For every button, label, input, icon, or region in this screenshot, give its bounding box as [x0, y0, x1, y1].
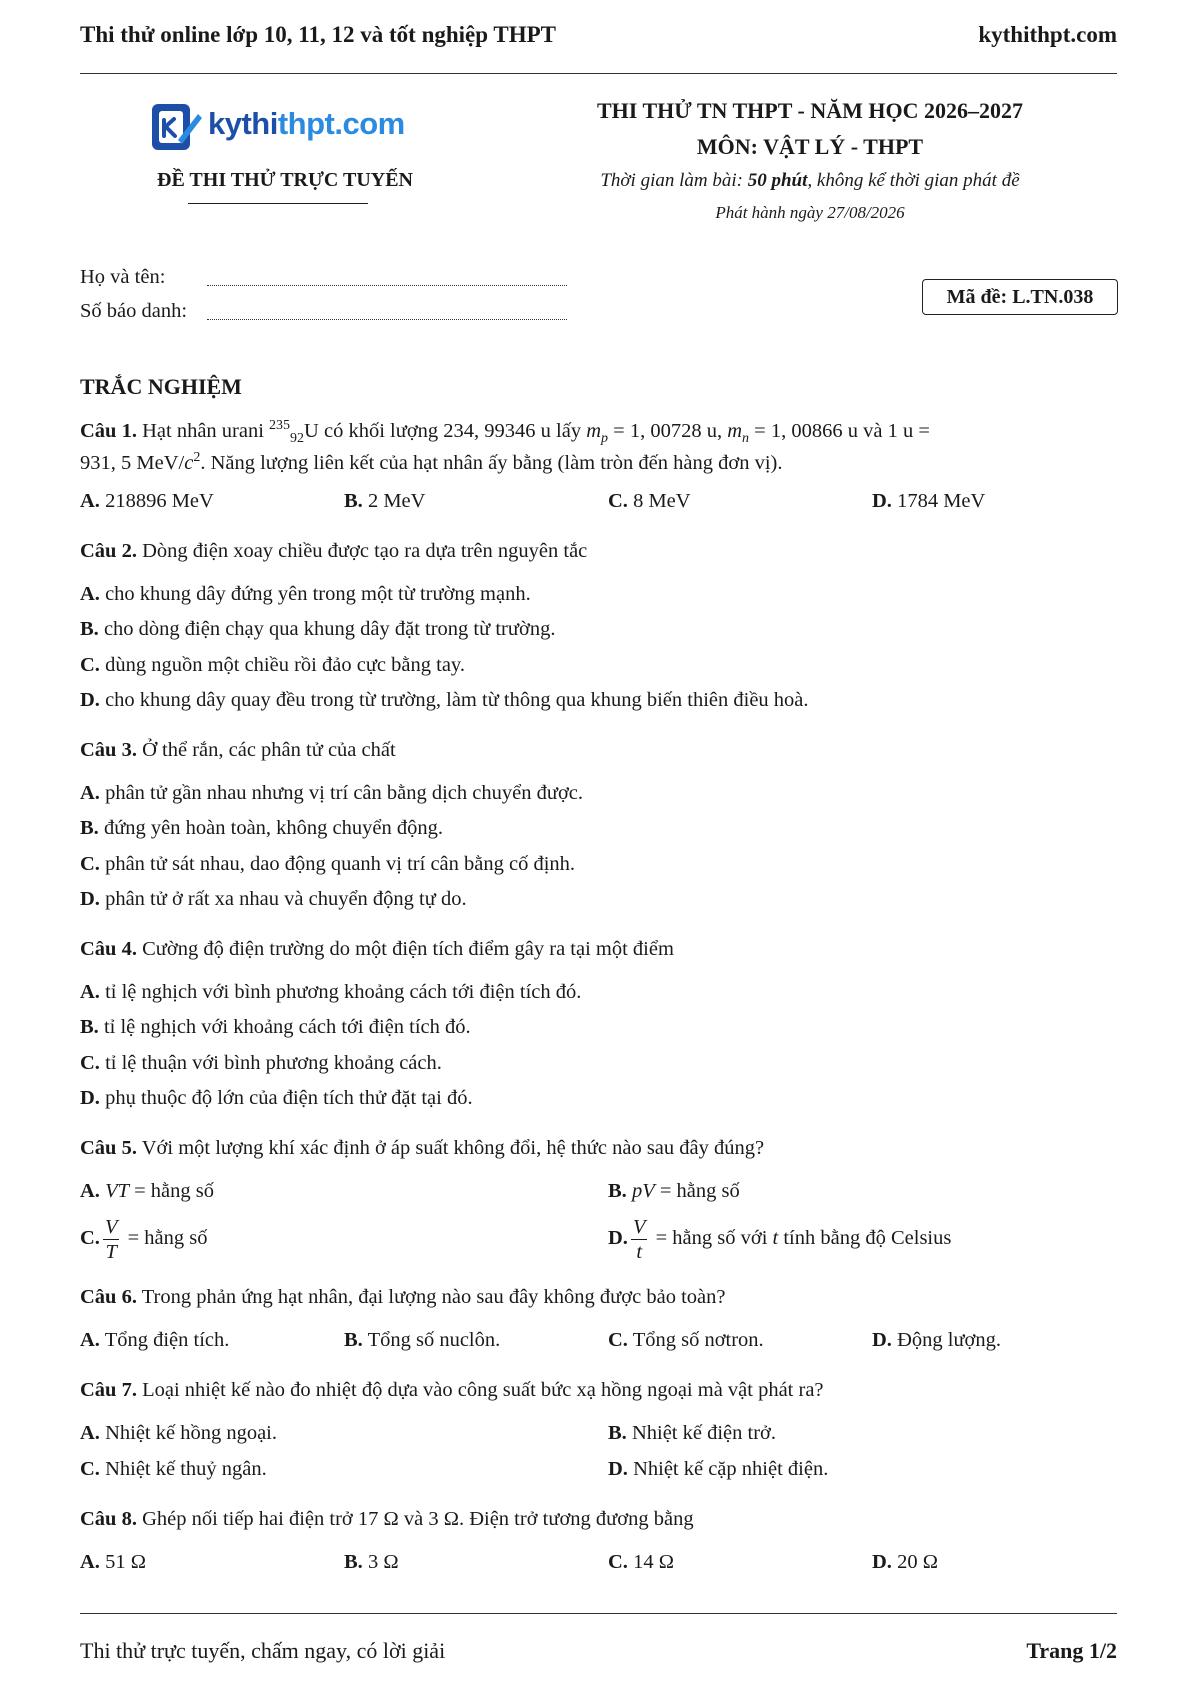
- question-text: Hạt nhân urani: [136, 419, 270, 442]
- option-text: Tổng số nơtron.: [627, 1329, 764, 1351]
- option-label: C.: [80, 1458, 100, 1480]
- option-text: = hằng số: [654, 1180, 740, 1202]
- header-rule: [80, 73, 1117, 74]
- question-label: Câu 7.: [80, 1379, 137, 1401]
- option-c[interactable]: [80, 652, 465, 678]
- question-1-line-2: [80, 445, 782, 476]
- option-label: D.: [80, 888, 100, 910]
- fraction: [631, 1215, 648, 1264]
- option-c[interactable]: [608, 488, 691, 514]
- mn-symbol: m: [727, 419, 743, 442]
- option-label: B.: [344, 1329, 363, 1351]
- id-label: Số báo danh:: [80, 300, 188, 322]
- option-label: B.: [80, 1016, 99, 1038]
- option-b[interactable]: [80, 815, 443, 841]
- option-label: C.: [80, 654, 100, 676]
- option-text: dùng nguồn một chiều rồi đảo cực bằng tay.: [99, 654, 465, 676]
- option-label: C.: [608, 1551, 628, 1573]
- option-label: C.: [80, 853, 100, 875]
- option-text: Nhiệt kế điện trở.: [626, 1422, 776, 1444]
- option-a[interactable]: [80, 1327, 229, 1353]
- question-2: [80, 538, 587, 564]
- option-formula: pV: [631, 1180, 655, 1202]
- question-text: Cường độ điện trường do một điện tích điểm gây ra tại một điểm: [136, 938, 674, 960]
- option-label: B.: [80, 817, 99, 839]
- option-b[interactable]: [608, 1420, 776, 1446]
- option-label: B.: [344, 1551, 363, 1573]
- question-text: Ghép nối tiếp hai điện trở 17 Ω và 3 Ω. Điện trở tương đương bằng: [136, 1508, 694, 1530]
- fraction-denominator: T: [105, 1241, 117, 1263]
- option-d[interactable]: [80, 886, 467, 912]
- exam-type-underline: [188, 203, 368, 204]
- option-c[interactable]: [608, 1549, 674, 1575]
- option-label: A.: [80, 490, 100, 512]
- option-label: B.: [80, 618, 99, 640]
- question-text: Ở thể rắn, các phân tử của chất: [136, 739, 396, 761]
- option-label: B.: [344, 490, 363, 512]
- question-6: [80, 1284, 725, 1310]
- question-8: [80, 1506, 694, 1532]
- option-formula: VT: [105, 1180, 129, 1202]
- mn-subscript: n: [742, 430, 750, 446]
- question-text: 931, 5 MeV/: [80, 451, 185, 474]
- question-text: Loại nhiệt kế nào đo nhiệt độ dựa vào công suất bức xạ hồng ngoại mà vật phát ra?: [136, 1379, 824, 1401]
- fraction-numerator: V: [104, 1216, 118, 1238]
- option-b[interactable]: [80, 616, 555, 642]
- option-c[interactable]: [80, 851, 575, 877]
- option-text: Tổng số nuclôn.: [362, 1329, 501, 1351]
- exam-type: ĐỀ THI THỬ TRỰC TUYẾN: [157, 169, 413, 191]
- option-text: = hằng số: [129, 1180, 215, 1202]
- option-text: tỉ lệ nghịch với bình phương khoảng cách tới điện tích đó.: [99, 981, 582, 1003]
- option-label: D.: [608, 1458, 628, 1480]
- option-a[interactable]: [80, 780, 583, 806]
- question-5: [80, 1135, 764, 1161]
- option-text: Tổng điện tích.: [99, 1329, 230, 1351]
- option-label: C.: [608, 490, 628, 512]
- option-variable: t: [772, 1227, 779, 1250]
- option-text: 14 Ω: [627, 1551, 674, 1573]
- option-d[interactable]: [872, 1549, 938, 1575]
- option-text: đứng yên hoàn toàn, không chuyển động.: [98, 817, 443, 839]
- option-b[interactable]: [608, 1178, 740, 1204]
- option-a[interactable]: [80, 488, 214, 514]
- option-text: phụ thuộc độ lớn của điện tích thử đặt tại đó.: [99, 1087, 473, 1109]
- question-text: U có khối lượng 234, 99346 u lấy: [304, 419, 587, 442]
- logo-text-kythi: kythi: [208, 106, 278, 141]
- option-d[interactable]: [608, 1215, 951, 1264]
- option-c[interactable]: [80, 1050, 442, 1076]
- fraction-numerator: V: [632, 1216, 646, 1238]
- option-label: C.: [80, 1052, 100, 1074]
- option-text: 2 MeV: [362, 490, 426, 512]
- question-label: Câu 2.: [80, 540, 137, 562]
- release-date: Phát hành ngày 27/08/2026: [715, 203, 905, 222]
- option-text: 51 Ω: [99, 1551, 146, 1573]
- name-label: Họ và tên:: [80, 266, 166, 288]
- option-text: = hằng số với: [650, 1227, 773, 1250]
- question-text: Dòng điện xoay chiều được tạo ra dựa trên nguyên tắc: [136, 540, 588, 562]
- fraction-denominator: t: [636, 1241, 643, 1263]
- option-text: 3 Ω: [362, 1551, 399, 1573]
- time-prefix: Thời gian làm bài:: [600, 170, 748, 191]
- option-label: D.: [80, 689, 100, 711]
- fraction: [103, 1215, 120, 1264]
- question-text: . Năng lượng liên kết của hạt nhân ấy bằng (làm tròn đến hàng đơn vị).: [200, 451, 783, 474]
- option-d[interactable]: [872, 1327, 1001, 1353]
- option-text: cho khung dây quay đều trong từ trường, làm từ thông qua khung biến thiên điều hoà.: [99, 689, 809, 711]
- logo-icon: [150, 100, 202, 154]
- option-label: A.: [80, 1329, 100, 1351]
- footer-tagline: Thi thử trực tuyến, chấm ngay, có lời giải: [80, 1638, 446, 1663]
- option-text: = hằng số: [122, 1227, 208, 1250]
- option-label: D.: [872, 1329, 892, 1351]
- question-text: = 1, 00728 u,: [608, 419, 728, 442]
- option-label: D.: [608, 1227, 628, 1250]
- option-text: phân tử ở rất xa nhau và chuyển động tự do.: [99, 888, 467, 910]
- option-a[interactable]: [80, 1420, 277, 1446]
- option-label: A.: [80, 1422, 100, 1444]
- option-label: D.: [872, 490, 892, 512]
- option-text: 8 MeV: [627, 490, 691, 512]
- option-text: tỉ lệ nghịch với khoảng cách tới điện tích đó.: [98, 1016, 471, 1038]
- option-text: tính bằng độ Celsius: [778, 1227, 952, 1250]
- question-4: [80, 936, 674, 962]
- question-label: Câu 6.: [80, 1286, 137, 1308]
- option-label: C.: [80, 1227, 100, 1250]
- option-d[interactable]: [872, 488, 985, 514]
- option-a[interactable]: [80, 1549, 146, 1575]
- name-field[interactable]: [207, 285, 567, 286]
- question-text: = 1, 00866 u và 1 u =: [749, 419, 930, 442]
- option-text: Động lượng.: [891, 1329, 1002, 1351]
- option-d[interactable]: [80, 1085, 473, 1111]
- option-text: Nhiệt kế cặp nhiệt điện.: [627, 1458, 829, 1480]
- id-field[interactable]: [207, 319, 567, 320]
- question-text: Trong phản ứng hạt nhân, đại lượng nào sau đây không được bảo toàn?: [136, 1286, 726, 1308]
- option-label: D.: [80, 1087, 100, 1109]
- option-text: 218896 MeV: [99, 490, 214, 512]
- question-label: Câu 4.: [80, 938, 137, 960]
- option-text: 20 Ω: [891, 1551, 938, 1573]
- question-7: [80, 1377, 824, 1403]
- atomic-number: 92: [290, 430, 305, 446]
- c-exponent: 2: [193, 450, 201, 465]
- question-label: Câu 3.: [80, 739, 137, 761]
- option-label: A.: [80, 782, 100, 804]
- option-text: 1784 MeV: [891, 490, 986, 512]
- question-label: Câu 5.: [80, 1137, 137, 1159]
- question-label: Câu 1.: [80, 419, 137, 442]
- option-label: C.: [608, 1329, 628, 1351]
- question-3: [80, 737, 396, 763]
- logo-text-thpt: thpt.com: [277, 106, 405, 141]
- section-title: TRẮC NGHIỆM: [80, 374, 242, 399]
- c-symbol: c: [184, 451, 194, 474]
- mp-symbol: m: [586, 419, 602, 442]
- option-text: cho khung dây đứng yên trong một từ trường mạnh.: [99, 583, 531, 605]
- option-d[interactable]: [608, 1456, 828, 1482]
- option-label: A.: [80, 583, 100, 605]
- option-text: phân tử gần nhau nhưng vị trí cân bằng dịch chuyển được.: [99, 782, 584, 804]
- exam-title: THI THỬ TN THPT - NĂM HỌC 2026–2027: [597, 98, 1023, 123]
- option-text: Nhiệt kế hồng ngoại.: [99, 1422, 278, 1444]
- option-label: A.: [80, 1180, 100, 1202]
- option-text: cho dòng điện chạy qua khung dây đặt trong từ trường.: [98, 618, 556, 640]
- footer-rule: [80, 1613, 1117, 1614]
- option-b[interactable]: [344, 1549, 399, 1575]
- option-text: tỉ lệ thuận với bình phương khoảng cách.: [99, 1052, 442, 1074]
- option-text: Nhiệt kế thuỷ ngân.: [99, 1458, 267, 1480]
- mass-number: 235: [269, 418, 291, 433]
- option-c[interactable]: [80, 1456, 267, 1482]
- header-site[interactable]: kythithpt.com: [978, 22, 1117, 47]
- time-suffix: , không kể thời gian phát đề: [807, 170, 1020, 191]
- page-number: Trang 1/2: [1026, 1638, 1117, 1663]
- option-a[interactable]: [80, 979, 581, 1005]
- exam-subject: MÔN: VẬT LÝ - THPT: [696, 134, 924, 159]
- exam-code-box: Mã đề: L.TN.038: [922, 279, 1118, 315]
- option-a[interactable]: [80, 581, 531, 607]
- question-text: Với một lượng khí xác định ở áp suất không đổi, hệ thức nào sau đây đúng?: [136, 1137, 765, 1159]
- option-label: A.: [80, 981, 100, 1003]
- option-d[interactable]: [80, 687, 809, 713]
- option-label: B.: [608, 1180, 627, 1202]
- mp-subscript: p: [601, 430, 609, 446]
- time-value: 50 phút: [747, 170, 808, 191]
- option-c[interactable]: [608, 1327, 764, 1353]
- question-label: Câu 8.: [80, 1508, 137, 1530]
- option-text: phân tử sát nhau, dao động quanh vị trí cân bằng cố định.: [99, 853, 576, 875]
- option-label: A.: [80, 1551, 100, 1573]
- option-label: B.: [608, 1422, 627, 1444]
- option-b[interactable]: [80, 1014, 471, 1040]
- site-logo[interactable]: [150, 100, 410, 156]
- exam-time: [520, 170, 1100, 192]
- option-label: D.: [872, 1551, 892, 1573]
- option-b[interactable]: [344, 1327, 500, 1353]
- option-c[interactable]: [80, 1215, 207, 1264]
- option-a[interactable]: [80, 1178, 214, 1204]
- header-left: Thi thử online lớp 10, 11, 12 và tốt nghiệp THPT: [80, 22, 556, 47]
- option-b[interactable]: [344, 488, 425, 514]
